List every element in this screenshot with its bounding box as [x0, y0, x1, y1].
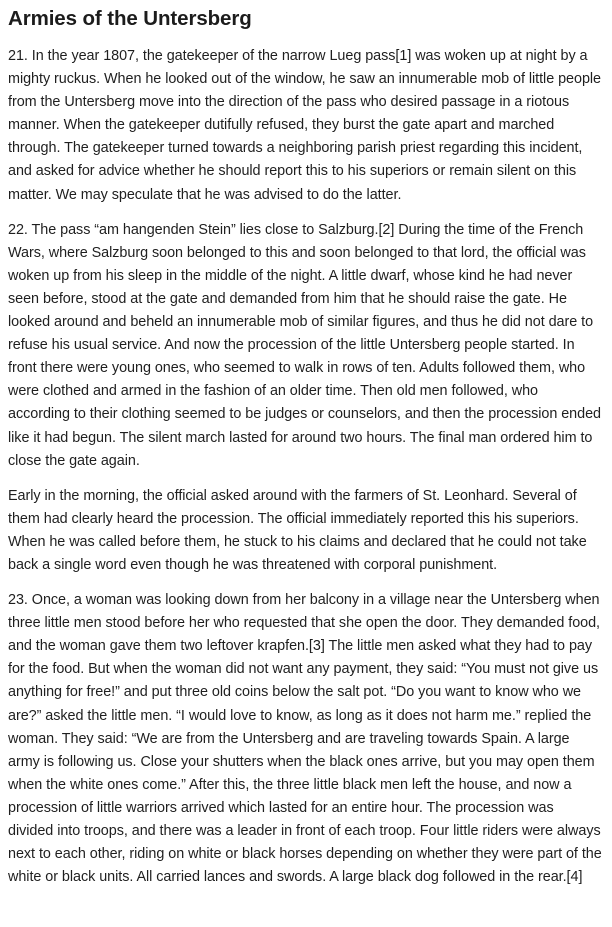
- paragraph-23: 23. Once, a woman was looking down from her balcony in a village near the Untersberg when three little men stood before her who requested that she open the door. They demanded food, and the woman gave them two leftover krapfen.[3] The little men asked what they had to pay for the food. But when the woman did not want any payment, they said: “You must not give us anything for free!” and put three old coins below the salt pot. “Do you want to know who we are?” asked the little men. “I would love to know, as long as it does not harm me.” replied the woman. They said: “We are from the Untersberg and are traveling towards Spain. A large army is following us. Close your shutters when the black ones arrive, but you may open them when the white ones come.” After this, the three little black men left the house, and now a procession of little warriors arrived which lasted for an entire hour. The procession was divided into troops, and there was a leader in front of each troop. Four little riders were always next to each other, riding on white or black horses depending on whether they were part of the white or black units. All carried lances and swords. A large black dog followed in the rear.[4]: [8, 592, 602, 886]
- paragraph-22: 22. The pass “am hangenden Stein” lies close to Salzburg.[2] During the time of the French Wars, where Salzburg soon belonged to this and soon belonged to that lord, the official was woken up from his sleep in the middle of the night. A little dwarf, whose kind he had never seen before, stood at the gate and demanded from him that he should raise the gate. He looked around and beheld an innumerable mob of similar figures, and thus he did not dare to refuse his usual service. And now the procession of the little Untersberg people started. In front there were young ones, who seemed to walk in rows of ten. Adults followed them, who were clothed and armed in the fashion of an older time. Then old men followed, who according to their clothing seemed to be judges or counselors, and then the procession ended like it had begun. The silent march lasted for around two hours. The final man ordered him to close the gate again.: [8, 221, 601, 469]
- paragraph-22-continued: Early in the morning, the official asked around with the farmers of St. Leonhard. Several of them had clearly heard the procession. The official immediately reported this his superiors. When he was called before them, he stuck to his claims and declared that he could not take back a single word even though he was threatened with corporal punishment.: [8, 487, 587, 573]
- paragraph-21: 21. In the year 1807, the gatekeeper of the narrow Lueg pass[1] was woken up at night by a mighty ruckus. When he looked out of the window, he saw an innumerable mob of little people from the Untersberg move into the direction of the pass who desired passage in a riotous manner. When the gatekeeper dutifully refused, they burst the gate apart and marched through. The gatekeeper turned towards a neighboring parish priest regarding this incident, and asked for advice whether he should report this to his superiors or remain silent on this matter. We may speculate that he was advised to do the latter.: [8, 48, 602, 203]
- article-title: Armies of the Untersberg: [8, 7, 252, 30]
